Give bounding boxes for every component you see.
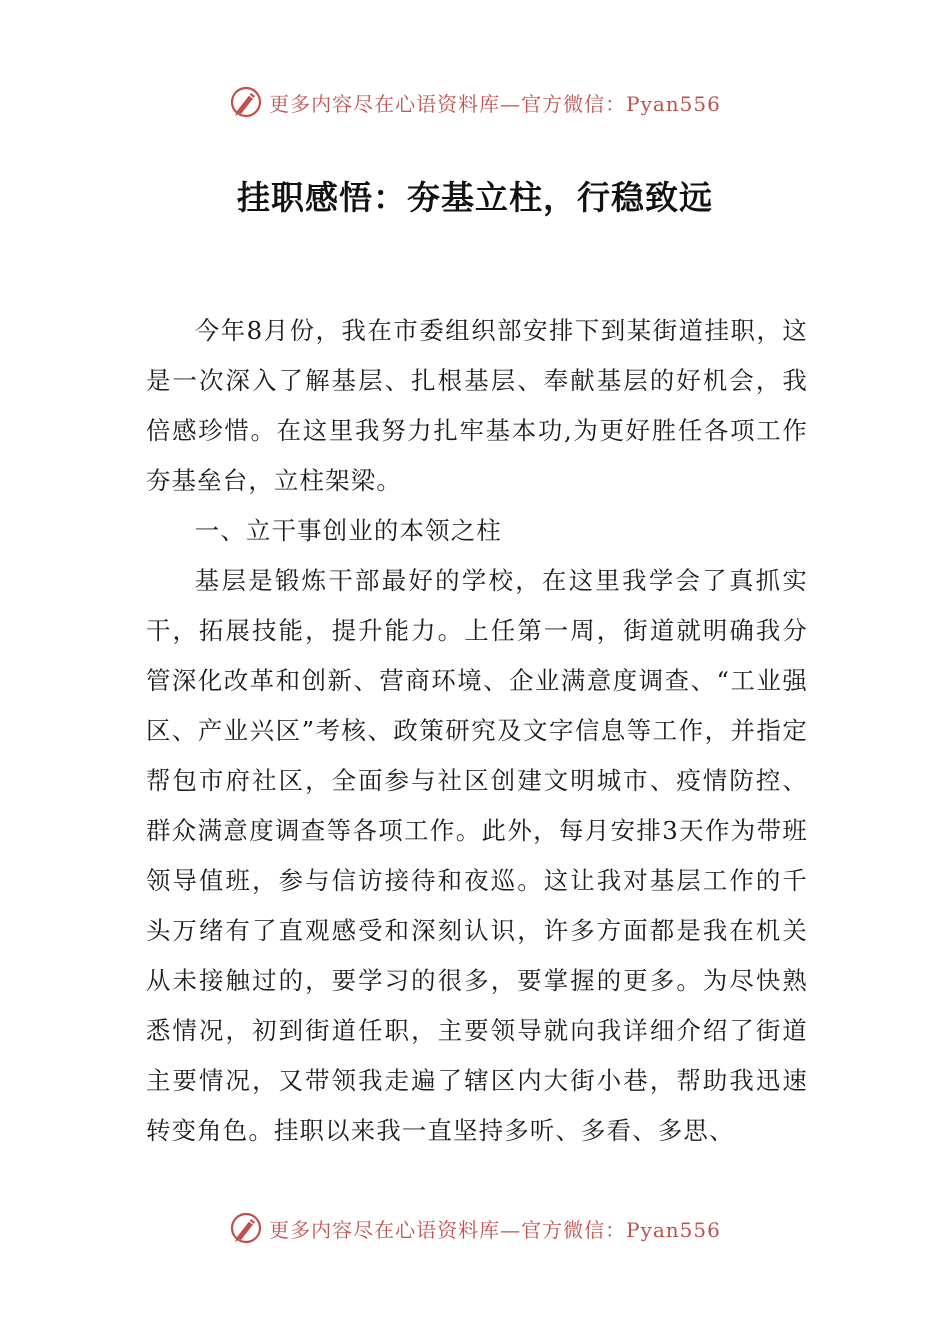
section-heading: 一、立干事创业的本领之柱 <box>194 516 502 545</box>
footer-watermark-banner <box>0 1208 950 1248</box>
body-paragraph: 基层是锻炼干部最好的学校，在这里我学会了真抓实干，拓展技能，提升能力。上任第一周，街道就明确我分管深化改革和创新、营商环境、企业满意度调查、“工业强区、产业兴区”考核、政策研究及文字信息等工作，并指定帮包市府社区，全面参与社区创建文明城市、疫情防控、群众满意度调查等各项工作。此外，每月安排3天作为带班领导值班，参与信访接待和夜巡。这让我对基层工作的千头万绪有了直观感受和深刻认识，许多方面都是我在机关从未接触过的，要学习的很多，要掌握的更多。为尽快熟悉情况，初到街道任职，主要领导就向我详细介绍了街道主要情况，又带领我走遍了辖区内大街小巷，帮助我迅速转变角色。挂职以来我一直坚持多听、多看、多思、 <box>146 566 808 1145</box>
document-title: 挂职感悟：夯基立柱，行稳致远 <box>237 178 713 217</box>
header-watermark-banner <box>0 82 950 122</box>
document-body <box>146 306 808 1156</box>
footer-watermark-text: 更多内容尽在心语资料库—官方微信：Pyan556 <box>269 1217 721 1242</box>
body-paragraph: 今年8月份，我在市委组织部安排下到某街道挂职，这是一次深入了解基层、扎根基层、奉献基层的好机会，我倍感珍惜。在这里我努力扎牢基本功,为更好胜任各项工作夯基垒台，立柱架梁。 <box>146 316 808 495</box>
pen-logo-icon <box>229 1211 263 1245</box>
header-watermark-text: 更多内容尽在心语资料库—官方微信：Pyan556 <box>269 91 721 116</box>
pen-logo-icon <box>229 85 263 119</box>
